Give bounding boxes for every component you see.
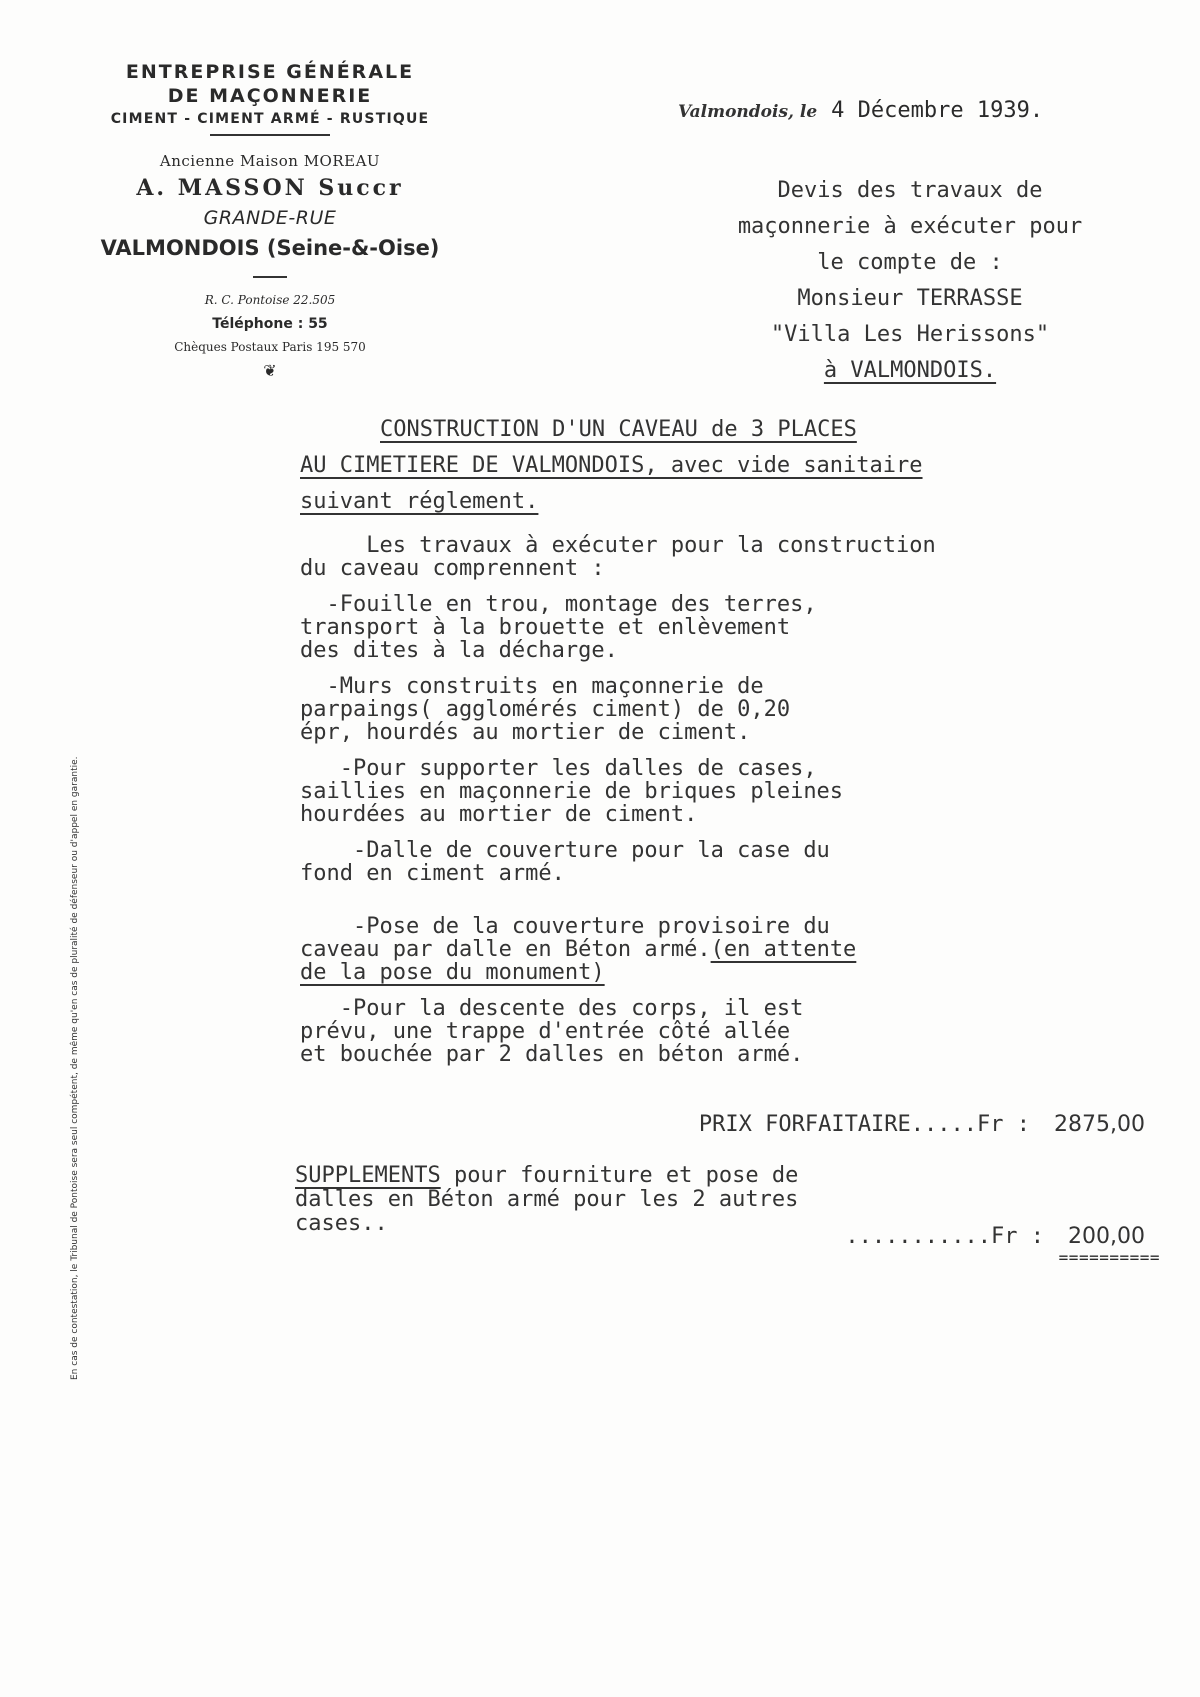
date-prefix: Valmondois, le xyxy=(678,102,818,122)
supplements-word: SUPPLEMENTS xyxy=(295,1163,441,1188)
company-activity-line2: DE MAÇONNERIE xyxy=(167,85,373,107)
letterhead-rule xyxy=(210,134,330,136)
work-item-text: -Pose de la couverture provisoire du caveau par dalle en Béton armé. xyxy=(300,914,830,962)
fixed-price-amount: 2875,00 xyxy=(1054,1112,1145,1137)
work-item: -Dalle de couverture pour la case du fond en ciment armé. xyxy=(300,838,830,886)
ornament-icon: ❦ xyxy=(263,361,277,380)
company-street: GRANDE-RUE xyxy=(203,207,337,229)
work-item: -Pour supporter les dalles de cases, saillies en maçonnerie de briques pleines hourdées au mortier de ciment. xyxy=(300,756,844,827)
work-item-note: (en attente de la pose du monument) xyxy=(300,937,857,985)
postal-cheques: Chèques Postaux Paris 195 570 xyxy=(174,340,366,354)
telephone: Téléphone : 55 xyxy=(212,316,328,332)
supplements-price xyxy=(845,1224,1145,1249)
subject-line: CONSTRUCTION D'UN CAVEAU de 3 PLACES xyxy=(380,417,857,442)
work-description xyxy=(300,534,1120,1079)
subject-line: AU CIMETIERE DE VALMONDOIS, avec vide sanitaire xyxy=(300,453,923,478)
work-item: -Pour la descente des corps, il est prévu, une trappe d'entrée côté allée et bouchée par 2 dalles en béton armé. xyxy=(300,996,804,1067)
letterhead xyxy=(70,60,470,382)
fixed-price-label: PRIX FORFAITAIRE.....Fr : xyxy=(698,1112,1031,1137)
company-specialties: CIMENT - CIMENT ARMÉ - RUSTIQUE xyxy=(110,111,430,127)
supplements-amount: 200,00 xyxy=(1068,1224,1145,1249)
supplements-dots: ...........Fr : xyxy=(845,1224,1045,1249)
letterhead-short-rule xyxy=(253,276,287,278)
company-city: VALMONDOIS (Seine-&-Oise) xyxy=(100,236,440,260)
quote-header xyxy=(700,173,1120,389)
work-item: -Murs construits en maçonnerie de parpaings( agglomérés ciment) de 0,20 épr, hourdés au mortier de ciment. xyxy=(300,674,791,745)
client-name: Monsieur TERRASSE xyxy=(797,286,1023,311)
former-house: Ancienne Maison MOREAU xyxy=(159,152,381,170)
work-item xyxy=(300,915,1120,984)
date-value: 4 Décembre 1939. xyxy=(831,98,1044,123)
quote-line: maçonnerie à exécuter pour xyxy=(737,214,1083,239)
quote-line: Devis des travaux de xyxy=(777,178,1043,203)
quote-line: le compte de : xyxy=(817,250,1003,275)
work-item: -Fouille en trou, montage des terres, transport à la brouette et enlèvement des dites à la décharge. xyxy=(300,592,817,663)
jurisdiction-note: En cas de contestation, le Tribunal de Pontoise sera seul compétent, de même qu'en cas de pluralité de défenseur ou d'appel en garantie. xyxy=(70,756,80,1380)
subject-line: suivant réglement. xyxy=(300,489,539,514)
quote-subject xyxy=(300,412,923,520)
client-villa: "Villa Les Herissons" xyxy=(770,322,1050,347)
document-date xyxy=(678,98,1043,123)
total-rule: ========== xyxy=(1058,1248,1160,1267)
company-activity-line1: ENTREPRISE GÉNÉRALE xyxy=(125,61,415,83)
trade-register: R. C. Pontoise 22.505 xyxy=(204,293,336,307)
company-name: A. MASSON Succr xyxy=(136,175,404,201)
client-city: à VALMONDOIS. xyxy=(823,358,997,383)
work-intro: Les travaux à exécuter pour la construction du caveau comprennent : xyxy=(300,533,936,581)
fixed-price xyxy=(699,1112,1145,1137)
supplements-text: pour fourniture et pose de dalles en Béton armé pour les 2 autres cases.. xyxy=(295,1163,799,1236)
